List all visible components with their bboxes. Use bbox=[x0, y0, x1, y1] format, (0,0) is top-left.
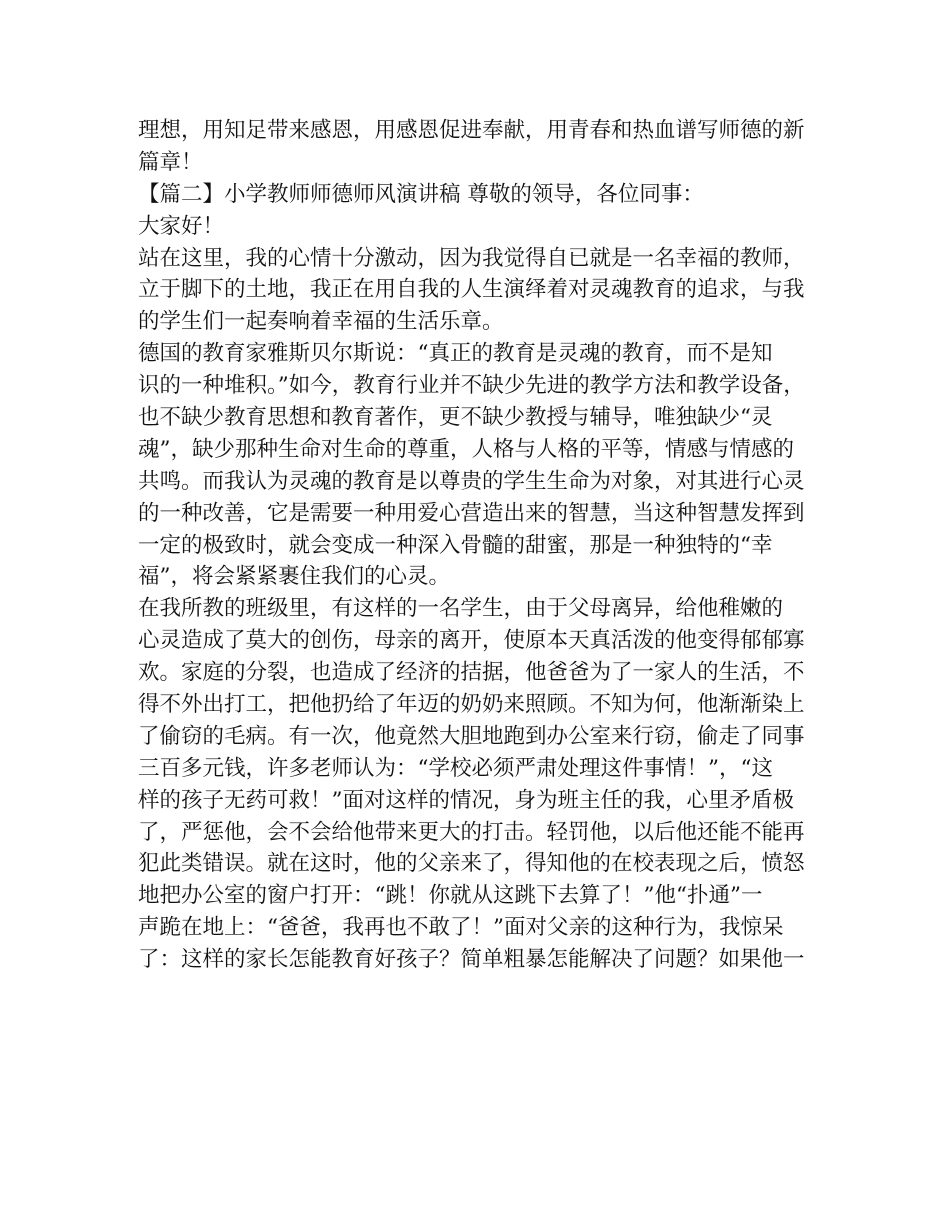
text-line: 样的孩子无药可救！”面对这样的情况，身为班主任的我，心里矛盾极 bbox=[138, 787, 794, 813]
text-line: 立于脚下的土地，我正在用自我的人生演绎着对灵魂教育的追求，与我 bbox=[138, 277, 805, 303]
text-line: 德国的教育家雅斯贝尔斯说：“真正的教育是灵魂的教育，而不是知 bbox=[138, 341, 773, 367]
text-line: 篇章！ bbox=[138, 149, 203, 175]
body-text bbox=[138, 115, 818, 976]
text-line: 了偷窃的毛病。有一次，他竟然大胆地跑到办公室来行窃，偷走了同事 bbox=[138, 723, 805, 749]
text-line: 站在这里，我的心情十分激动，因为我觉得自已就是一名幸福的教师， bbox=[138, 245, 805, 271]
text-line: 的学生们一起奏响着幸福的生活乐章。 bbox=[138, 309, 504, 335]
text-line: 三百多元钱，许多老师认为：“学校必须严肃处理这件事情！”，“这 bbox=[138, 755, 773, 781]
text-line: 识的一种堆积。”如今，教育行业并不缺少先进的教学方法和教学设备， bbox=[138, 373, 805, 399]
text-line: 大家好！ bbox=[138, 213, 225, 239]
text-line: 一定的极致时，就会变成一种深入骨髓的甜蜜，那是一种独特的“幸 bbox=[138, 532, 773, 558]
text-line: 魂”，缺少那种生命对生命的尊重，人格与人格的平等，情感与情感的 bbox=[138, 436, 794, 462]
text-line: 犯此类错误。就在这时，他的父亲来了，得知他的在校表现之后，愤怒 bbox=[138, 851, 805, 877]
text-line: 了：这样的家长怎能教育好孩子？简单粗暴怎能解决了问题？如果他一 bbox=[138, 947, 805, 973]
text-line: 福”，将会紧紧裹住我们的心灵。 bbox=[138, 564, 450, 590]
text-line: 在我所教的班级里，有这样的一名学生，由于父母离异，给他稚嫩的 bbox=[138, 596, 784, 622]
text-line: 欢。家庭的分裂，也造成了经济的拮据，他爸爸为了一家人的生活，不 bbox=[138, 660, 805, 686]
text-line: 得不外出打工，把他扔给了年迈的奶奶来照顾。不知为何，他渐渐染上 bbox=[138, 692, 805, 718]
section-heading-line: 【篇二】小学教师师德师风演讲稿 尊敬的领导，各位同事： bbox=[138, 181, 704, 207]
text-line: 的一种改善，它是需要一种用爱心营造出来的智慧，当这种智慧发挥到 bbox=[138, 500, 805, 526]
text-line: 了，严惩他，会不会给他带来更大的打击。轻罚他，以后他还能不能再 bbox=[138, 819, 805, 845]
text-line: 声跪在地上：“爸爸，我再也不敢了！”面对父亲的这种行为，我惊呆 bbox=[138, 915, 784, 941]
text-line: 心灵造成了莫大的创伤，母亲的离开，使原本天真活泼的他变得郁郁寡 bbox=[138, 628, 805, 654]
text-line: 地把办公室的窗户打开：“跳！你就从这跳下去算了！”他“扑通”一 bbox=[138, 883, 763, 909]
text-line: 共鸣。而我认为灵魂的教育是以尊贵的学生生命为对象，对其进行心灵 bbox=[138, 468, 805, 494]
text-line: 也不缺少教育思想和教育著作，更不缺少教授与辅导，唯独缺少“灵 bbox=[138, 405, 773, 431]
text-line: 理想，用知足带来感恩，用感恩促进奉献，用青春和热血谱写师德的新 bbox=[138, 118, 805, 143]
